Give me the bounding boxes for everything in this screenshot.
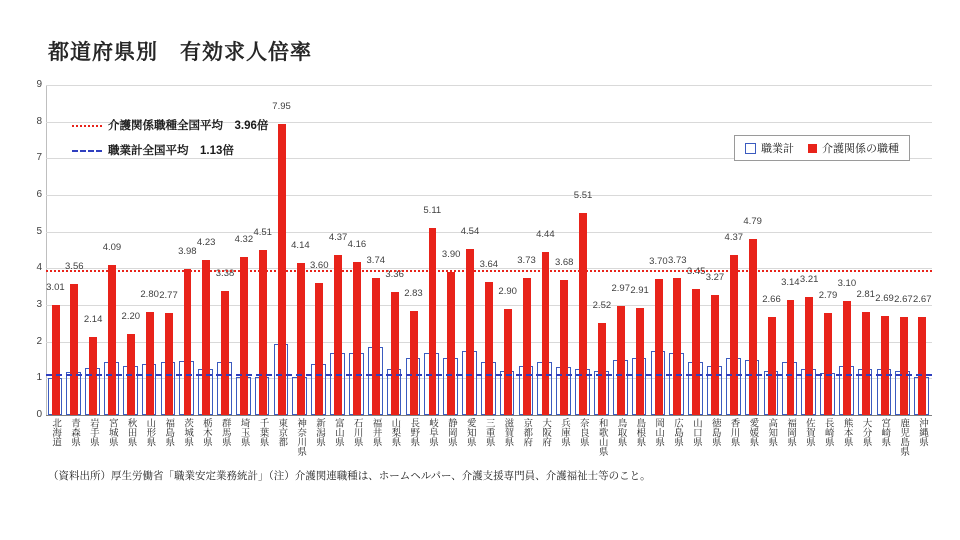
bar-group xyxy=(574,85,593,415)
x-tick-label: 和歌山県 xyxy=(596,418,608,456)
bar-group xyxy=(366,85,385,415)
bar-value-label: 3.60 xyxy=(309,260,329,271)
bar-value-label: 3.56 xyxy=(65,261,84,273)
bar-care xyxy=(410,311,418,415)
x-tick xyxy=(781,418,800,456)
bar-group xyxy=(630,85,649,415)
bar-care xyxy=(579,213,587,415)
x-tick xyxy=(65,418,84,456)
x-tick-label: 山梨県 xyxy=(389,418,401,447)
bar-group xyxy=(253,85,272,415)
bar-group xyxy=(668,85,687,415)
bar-value-label: 4.16 xyxy=(347,239,367,251)
bar-care xyxy=(523,278,531,415)
x-axis-labels xyxy=(46,418,932,456)
legend-label-all: 職業計 xyxy=(761,143,794,155)
x-tick xyxy=(216,418,235,456)
bar-value-label: 3.68 xyxy=(554,257,574,269)
bar-care xyxy=(617,306,625,415)
bar-care xyxy=(334,255,342,415)
bar-care xyxy=(542,252,550,415)
x-tick-label: 群馬県 xyxy=(219,418,231,447)
legend-label-care: 介護関係の職種 xyxy=(822,143,899,155)
x-tick xyxy=(404,418,423,456)
bar-care xyxy=(881,316,889,415)
bar-group xyxy=(348,85,367,415)
x-axis-line xyxy=(46,415,932,416)
x-tick xyxy=(762,418,781,456)
x-tick-label: 香川県 xyxy=(728,418,740,447)
x-tick xyxy=(253,418,272,456)
bar-group xyxy=(46,85,65,415)
x-tick-label: 岐阜県 xyxy=(427,418,439,447)
bar-group xyxy=(687,85,706,415)
y-tick-label: 3 xyxy=(36,299,42,310)
bar-group xyxy=(159,85,178,415)
x-tick xyxy=(498,418,517,456)
legend-item-all xyxy=(745,140,794,156)
bar-care xyxy=(372,278,380,415)
x-tick xyxy=(668,418,687,456)
care-average-label: 介護関係職種全国平均 3.96倍 xyxy=(108,120,269,132)
bar-group xyxy=(536,85,555,415)
bar-group xyxy=(611,85,630,415)
bar-care xyxy=(315,283,323,415)
x-tick-label: 奈良県 xyxy=(577,418,589,447)
care-average-line xyxy=(46,270,932,272)
bar-care xyxy=(184,269,192,415)
x-tick xyxy=(461,418,480,456)
x-tick-label: 福井県 xyxy=(370,418,382,447)
x-tick xyxy=(574,418,593,456)
bar-care xyxy=(560,280,568,415)
x-tick xyxy=(197,418,216,456)
bar-group xyxy=(913,85,932,415)
bar-care xyxy=(673,278,681,415)
y-tick-label: 5 xyxy=(36,225,42,237)
bar-group xyxy=(84,85,103,415)
bar-group xyxy=(310,85,329,415)
bar-value-label: 3.36 xyxy=(385,268,404,280)
bar-group xyxy=(385,85,404,415)
legend-swatch-all xyxy=(745,143,756,154)
y-tick-label: 2 xyxy=(36,335,42,347)
x-tick xyxy=(800,418,819,456)
x-tick xyxy=(517,418,536,456)
bar-care xyxy=(598,323,606,415)
bar-group xyxy=(706,85,725,415)
x-tick-label: 愛知県 xyxy=(464,418,476,447)
bar-value-label: 2.83 xyxy=(404,288,423,300)
bar-group xyxy=(234,85,253,415)
x-tick-label: 福岡県 xyxy=(785,418,797,447)
bar-value-label: 4.51 xyxy=(253,226,272,238)
bar-value-label: 2.14 xyxy=(83,313,103,325)
x-tick xyxy=(348,418,367,456)
bar-group xyxy=(517,85,536,415)
bar-care xyxy=(108,265,116,415)
bar-value-label: 2.52 xyxy=(592,299,612,311)
bar-value-label: 2.90 xyxy=(498,285,517,297)
page-title: 都道府県別 有効求人倍率 xyxy=(48,41,312,64)
bar-value-label: 2.69 xyxy=(875,293,894,305)
source-note: （資料出所）厚生労働省「職業安定業務統計」（注）介護関連職種は、ホームヘルパー、介護支援専門員、介護福祉士等のこと。 xyxy=(48,470,651,482)
bar-group xyxy=(555,85,574,415)
x-tick-label: 沖縄県 xyxy=(916,418,928,447)
bar-care xyxy=(918,317,926,415)
bar-group xyxy=(423,85,442,415)
x-tick-label: 福島県 xyxy=(163,418,175,447)
bar-value-label: 3.64 xyxy=(479,258,499,270)
bar-care xyxy=(70,284,78,415)
bar-value-label: 2.97 xyxy=(611,283,630,295)
x-tick-label: 大阪府 xyxy=(540,418,552,447)
bar-group xyxy=(178,85,197,415)
x-tick xyxy=(687,418,706,456)
bar-care xyxy=(900,317,908,415)
bar-care xyxy=(202,260,210,415)
bar-care xyxy=(655,279,663,415)
chart-plot-area xyxy=(20,79,940,420)
bar-care xyxy=(259,250,267,415)
bar-value-label: 4.23 xyxy=(196,236,216,248)
bar-care xyxy=(805,297,813,415)
x-tick-label: 宮崎県 xyxy=(879,418,891,447)
bar-value-label: 2.20 xyxy=(121,311,141,323)
x-tick-label: 兵庫県 xyxy=(558,418,570,447)
bar-value-label: 4.37 xyxy=(328,231,348,243)
legend-swatch-care xyxy=(808,144,817,153)
bar-group xyxy=(479,85,498,415)
x-tick xyxy=(159,418,178,456)
x-tick-label: 埼玉県 xyxy=(238,418,250,447)
bar-care xyxy=(768,317,776,415)
bar-care xyxy=(297,263,305,415)
bar-care xyxy=(466,249,474,415)
x-tick xyxy=(856,418,875,456)
x-tick xyxy=(310,418,329,456)
bar-value-label: 4.37 xyxy=(724,231,744,243)
y-tick-label: 1 xyxy=(36,372,42,384)
bar-value-label: 3.98 xyxy=(178,246,197,258)
bar-care xyxy=(843,301,851,415)
x-tick xyxy=(555,418,574,456)
bar-value-label: 3.21 xyxy=(799,274,819,286)
care-line-swatch xyxy=(72,125,102,127)
bar-care xyxy=(353,262,361,415)
x-tick-label: 愛媛県 xyxy=(747,418,759,447)
x-tick xyxy=(724,418,743,456)
x-tick-label: 山形県 xyxy=(144,418,156,447)
bar-care xyxy=(692,289,700,416)
x-tick-label: 鳥取県 xyxy=(615,418,627,447)
bar-care xyxy=(165,313,173,415)
bar-value-label: 4.79 xyxy=(743,216,762,228)
bar-group xyxy=(197,85,216,415)
x-tick-label: 島根県 xyxy=(634,418,646,447)
y-tick-label: 6 xyxy=(36,189,42,200)
care-average-annotation xyxy=(72,117,268,133)
x-tick-label: 宮城県 xyxy=(106,418,118,447)
x-tick xyxy=(913,418,932,456)
x-tick-label: 北海道 xyxy=(50,418,62,447)
bar-care xyxy=(429,228,437,415)
x-tick-label: 新潟県 xyxy=(313,418,325,447)
x-tick xyxy=(442,418,461,456)
all-average-annotation xyxy=(72,142,234,158)
bar-value-label: 2.67 xyxy=(912,294,932,306)
x-tick-label: 東京都 xyxy=(276,418,288,447)
bar-care xyxy=(504,309,512,415)
bar-value-label: 3.74 xyxy=(366,254,386,266)
bar-group xyxy=(121,85,140,415)
bar-value-label: 3.70 xyxy=(649,256,668,268)
x-tick-label: 栃木県 xyxy=(200,418,212,447)
x-tick xyxy=(592,418,611,456)
bar-group xyxy=(216,85,235,415)
x-tick xyxy=(479,418,498,456)
bar-care xyxy=(240,257,248,415)
x-tick-label: 神奈川県 xyxy=(295,418,307,456)
bar-care xyxy=(824,313,832,415)
chart-legend xyxy=(734,135,910,161)
bar-group xyxy=(291,85,310,415)
bar-care xyxy=(146,312,154,415)
bar-care xyxy=(485,282,493,415)
bar-care xyxy=(787,300,795,415)
x-tick xyxy=(234,418,253,456)
x-tick xyxy=(649,418,668,456)
x-tick-label: 大分県 xyxy=(860,418,872,447)
bar-value-label: 2.66 xyxy=(762,294,781,306)
bar-care xyxy=(636,308,644,415)
x-tick-label: 山口県 xyxy=(690,418,702,447)
x-tick xyxy=(837,418,856,456)
bar-group xyxy=(103,85,122,415)
bar-group xyxy=(442,85,461,415)
x-tick xyxy=(84,418,103,456)
bar-group xyxy=(498,85,517,415)
bar-value-label: 2.80 xyxy=(140,289,159,301)
y-tick-label: 7 xyxy=(36,152,42,164)
bar-value-label: 3.01 xyxy=(46,281,65,293)
all-average-label: 職業計全国平均 1.13倍 xyxy=(108,145,234,157)
x-tick-label: 長野県 xyxy=(408,418,420,447)
x-tick xyxy=(875,418,894,456)
bar-value-label: 3.45 xyxy=(686,265,706,277)
bar-value-label: 5.11 xyxy=(423,204,442,216)
bar-value-label: 2.91 xyxy=(630,285,649,297)
y-tick-label: 0 xyxy=(36,409,42,420)
bar-group xyxy=(272,85,291,415)
x-tick-label: 静岡県 xyxy=(445,418,457,447)
bar-care xyxy=(749,239,757,415)
x-tick xyxy=(121,418,140,456)
x-tick xyxy=(178,418,197,456)
bar-value-label: 4.32 xyxy=(234,233,254,245)
x-tick-label: 石川県 xyxy=(351,418,363,447)
bar-value-label: 2.81 xyxy=(856,288,875,300)
x-tick-label: 鹿児島県 xyxy=(898,418,910,456)
x-tick xyxy=(894,418,913,456)
bar-value-label: 4.09 xyxy=(102,242,122,254)
x-tick xyxy=(46,418,65,456)
bar-group xyxy=(329,85,348,415)
bar-care xyxy=(447,272,455,415)
bar-value-label: 4.54 xyxy=(460,225,480,237)
bar-care xyxy=(221,291,229,415)
bar-group xyxy=(461,85,480,415)
x-tick-label: 京都府 xyxy=(521,418,533,447)
all-line-swatch xyxy=(72,150,102,152)
bar-value-label: 3.38 xyxy=(215,268,235,280)
x-tick-label: 岩手県 xyxy=(87,418,99,447)
all-average-line xyxy=(46,374,932,376)
x-tick xyxy=(819,418,838,456)
x-tick-label: 三重県 xyxy=(483,418,495,447)
x-tick-label: 高知県 xyxy=(766,418,778,447)
x-tick xyxy=(706,418,725,456)
x-tick xyxy=(743,418,762,456)
x-tick-label: 熊本県 xyxy=(841,418,853,447)
x-tick xyxy=(291,418,310,456)
bar-group xyxy=(404,85,423,415)
y-tick-label: 4 xyxy=(36,262,42,274)
x-tick-label: 青森県 xyxy=(69,418,81,447)
bar-group xyxy=(140,85,159,415)
x-tick-label: 富山県 xyxy=(332,418,344,447)
x-tick xyxy=(366,418,385,456)
x-tick xyxy=(140,418,159,456)
bar-care xyxy=(89,337,97,415)
bar-group xyxy=(65,85,84,415)
bar-value-label: 3.73 xyxy=(668,255,687,267)
bar-value-label: 2.77 xyxy=(159,290,178,302)
bar-value-label: 3.90 xyxy=(441,249,461,260)
bar-care xyxy=(711,295,719,415)
x-tick-label: 滋賀県 xyxy=(502,418,514,447)
bar-value-label: 4.14 xyxy=(291,240,310,252)
bar-care xyxy=(391,292,399,415)
bar-value-label: 3.27 xyxy=(705,272,725,284)
x-tick-label: 徳島県 xyxy=(709,418,721,447)
bar-value-label: 2.67 xyxy=(894,294,913,306)
y-tick-label: 9 xyxy=(36,79,42,90)
x-tick-label: 長崎県 xyxy=(822,418,834,447)
x-tick xyxy=(536,418,555,456)
bar-value-label: 3.14 xyxy=(781,276,800,288)
bar-care xyxy=(730,255,738,415)
bar-value-label: 3.10 xyxy=(837,278,857,290)
bar-group xyxy=(592,85,611,415)
x-tick xyxy=(630,418,649,456)
bar-value-label: 7.95 xyxy=(272,100,291,112)
x-tick-label: 千葉県 xyxy=(257,418,269,447)
x-tick xyxy=(423,418,442,456)
x-tick xyxy=(272,418,291,456)
x-tick xyxy=(329,418,348,456)
bar-group xyxy=(649,85,668,415)
x-tick xyxy=(611,418,630,456)
bar-value-label: 5.51 xyxy=(573,189,593,201)
bar-value-label: 4.44 xyxy=(536,229,555,241)
legend-item-care xyxy=(808,140,899,156)
x-tick-label: 広島県 xyxy=(672,418,684,447)
x-tick-label: 佐賀県 xyxy=(803,418,815,447)
x-tick xyxy=(385,418,404,456)
bar-value-label: 3.73 xyxy=(517,255,536,267)
bar-value-label: 2.79 xyxy=(818,289,838,301)
y-tick-label: 8 xyxy=(36,115,42,127)
x-tick-label: 茨城県 xyxy=(182,418,194,447)
x-tick xyxy=(103,418,122,456)
x-tick-label: 岡山県 xyxy=(653,418,665,447)
bar-care xyxy=(52,305,60,415)
x-tick-label: 秋田県 xyxy=(125,418,137,447)
bar-care xyxy=(862,312,870,415)
